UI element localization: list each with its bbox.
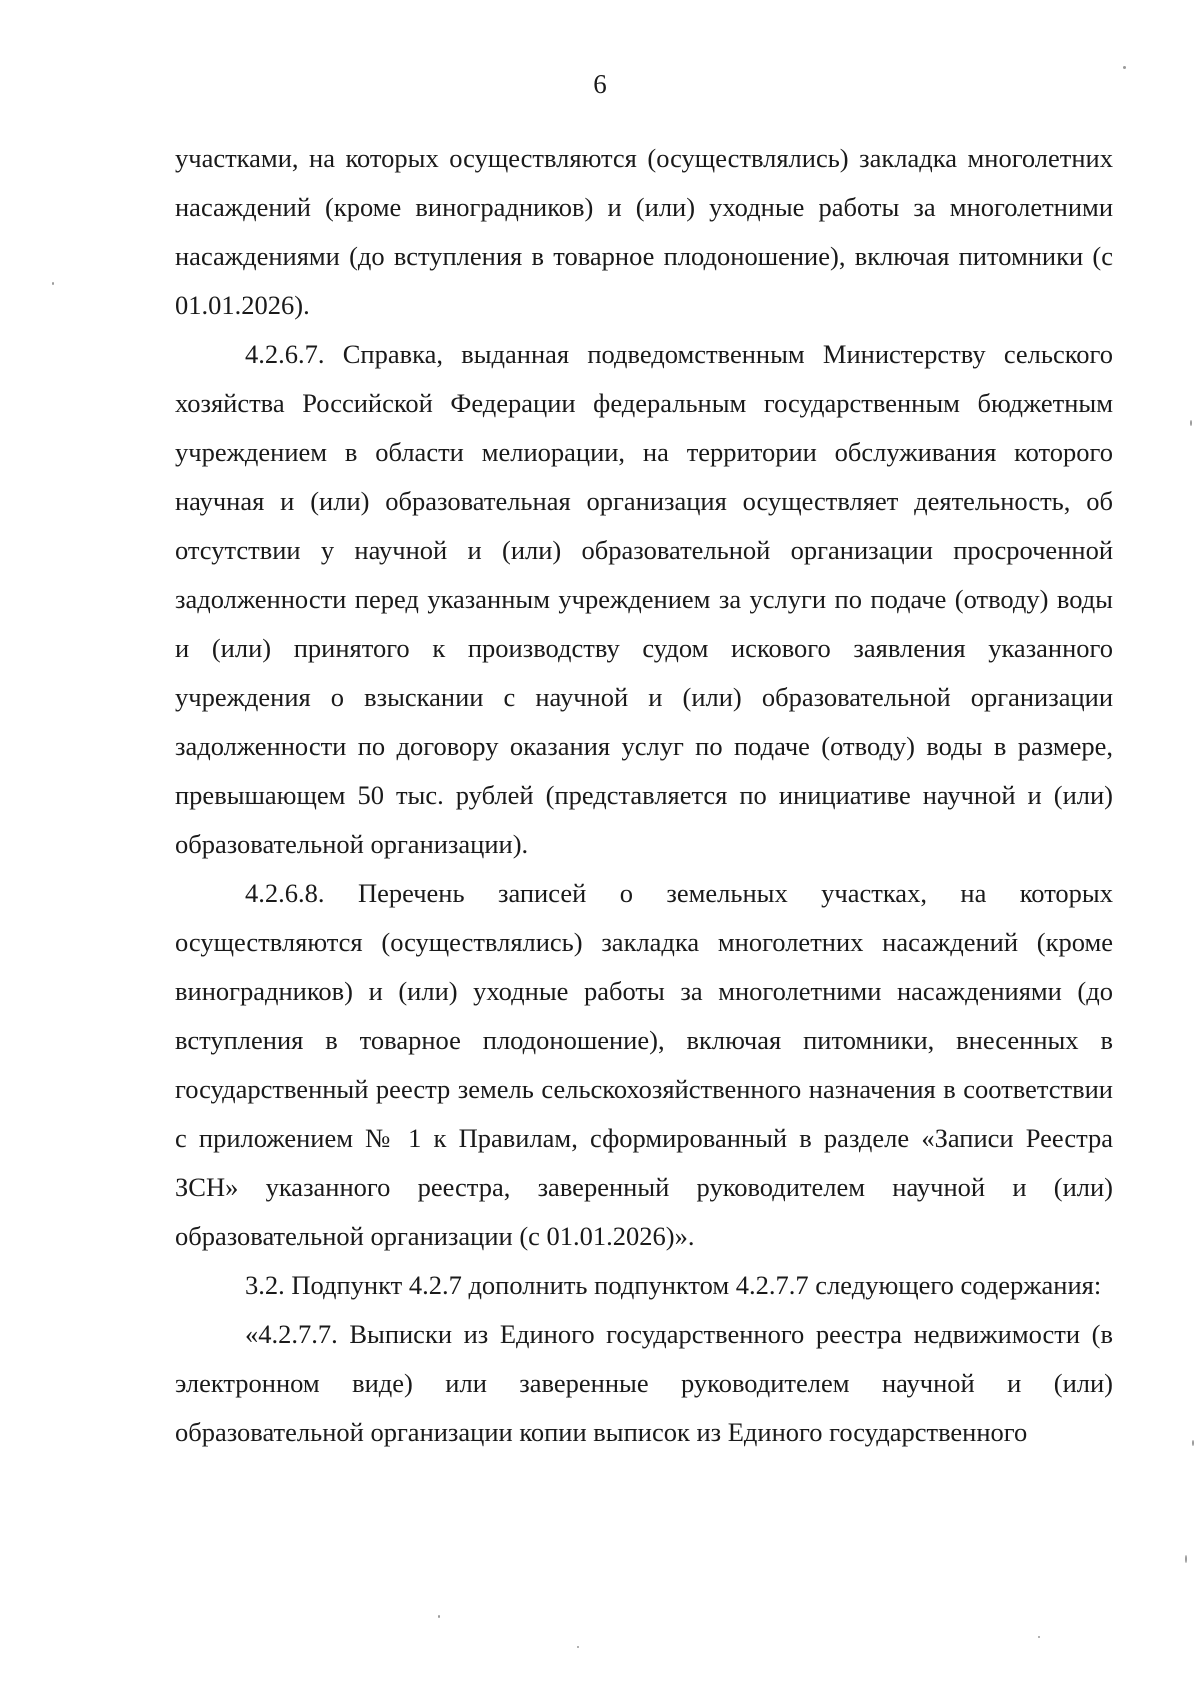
paragraph-4-2-7-7: «4.2.7.7. Выписки из Единого государственного реестра недвижимости (в электронном виде) или заверенные руководителем научной и (или) образовательной организации копии выписок из Единого государственного [175,1319,1113,1447]
scan-speck [1038,1636,1040,1638]
scan-speck [1192,1440,1194,1446]
document-body [175,134,1113,1457]
scan-speck [577,1646,579,1648]
scan-speck [52,282,54,285]
scan-speck [438,1615,440,1618]
paragraph-3-2: 3.2. Подпункт 4.2.7 дополнить подпунктом 4.2.7.7 следующего содержания: [245,1270,1102,1300]
paragraph-continuation: участками, на которых осуществляются (осуществлялись) закладка многолетних насаждений (кроме виноградников) и (или) уходные работы за многолетними насаждениями (до вступления в товарное плодоношение), включая питомники (с 01.01.2026). [175,143,1113,320]
scan-speck [1123,66,1126,69]
paragraph-4-2-6-7: 4.2.6.7. Справка, выданная подведомственным Министерству сельского хозяйства Российской Федерации федеральным государственным бюджетным учреждением в области мелиорации, на территории обслуживания которого научная и (или) образовательная организация осуществляет деятельность, об отсутствии у научной и (или) образовательной организации просроченной задолженности перед указанным учреждением за услуги по подаче (отводу) воды и (или) принятого к производству судом искового заявления указанного учреждения о взыскании с научной и (или) образовательной организации задолженности по договору оказания услуг по подаче (отводу) воды в размере, превышающем 50 тыс. рублей (представляется по инициативе научной и (или) образовательной организации). [175,339,1113,859]
scan-speck [1190,420,1192,426]
paragraph-4-2-6-8: 4.2.6.8. Перечень записей о земельных участках, на которых осуществляются (осуществлялись) закладка многолетних насаждений (кроме виноградников) и (или) уходные работы за многолетними насаждениями (до вступления в товарное плодоношение), включая питомники, внесенных в государственный реестр земель сельскохозяйственного назначения в соответствии с приложением № 1 к Правилам, сформированный в разделе «Записи Реестра ЗСН» указанного реестра, заверенный руководителем научной и (или) образовательной организации (с 01.01.2026)». [175,878,1113,1251]
scan-speck [1185,1555,1187,1563]
page-number: 6 [593,69,607,99]
